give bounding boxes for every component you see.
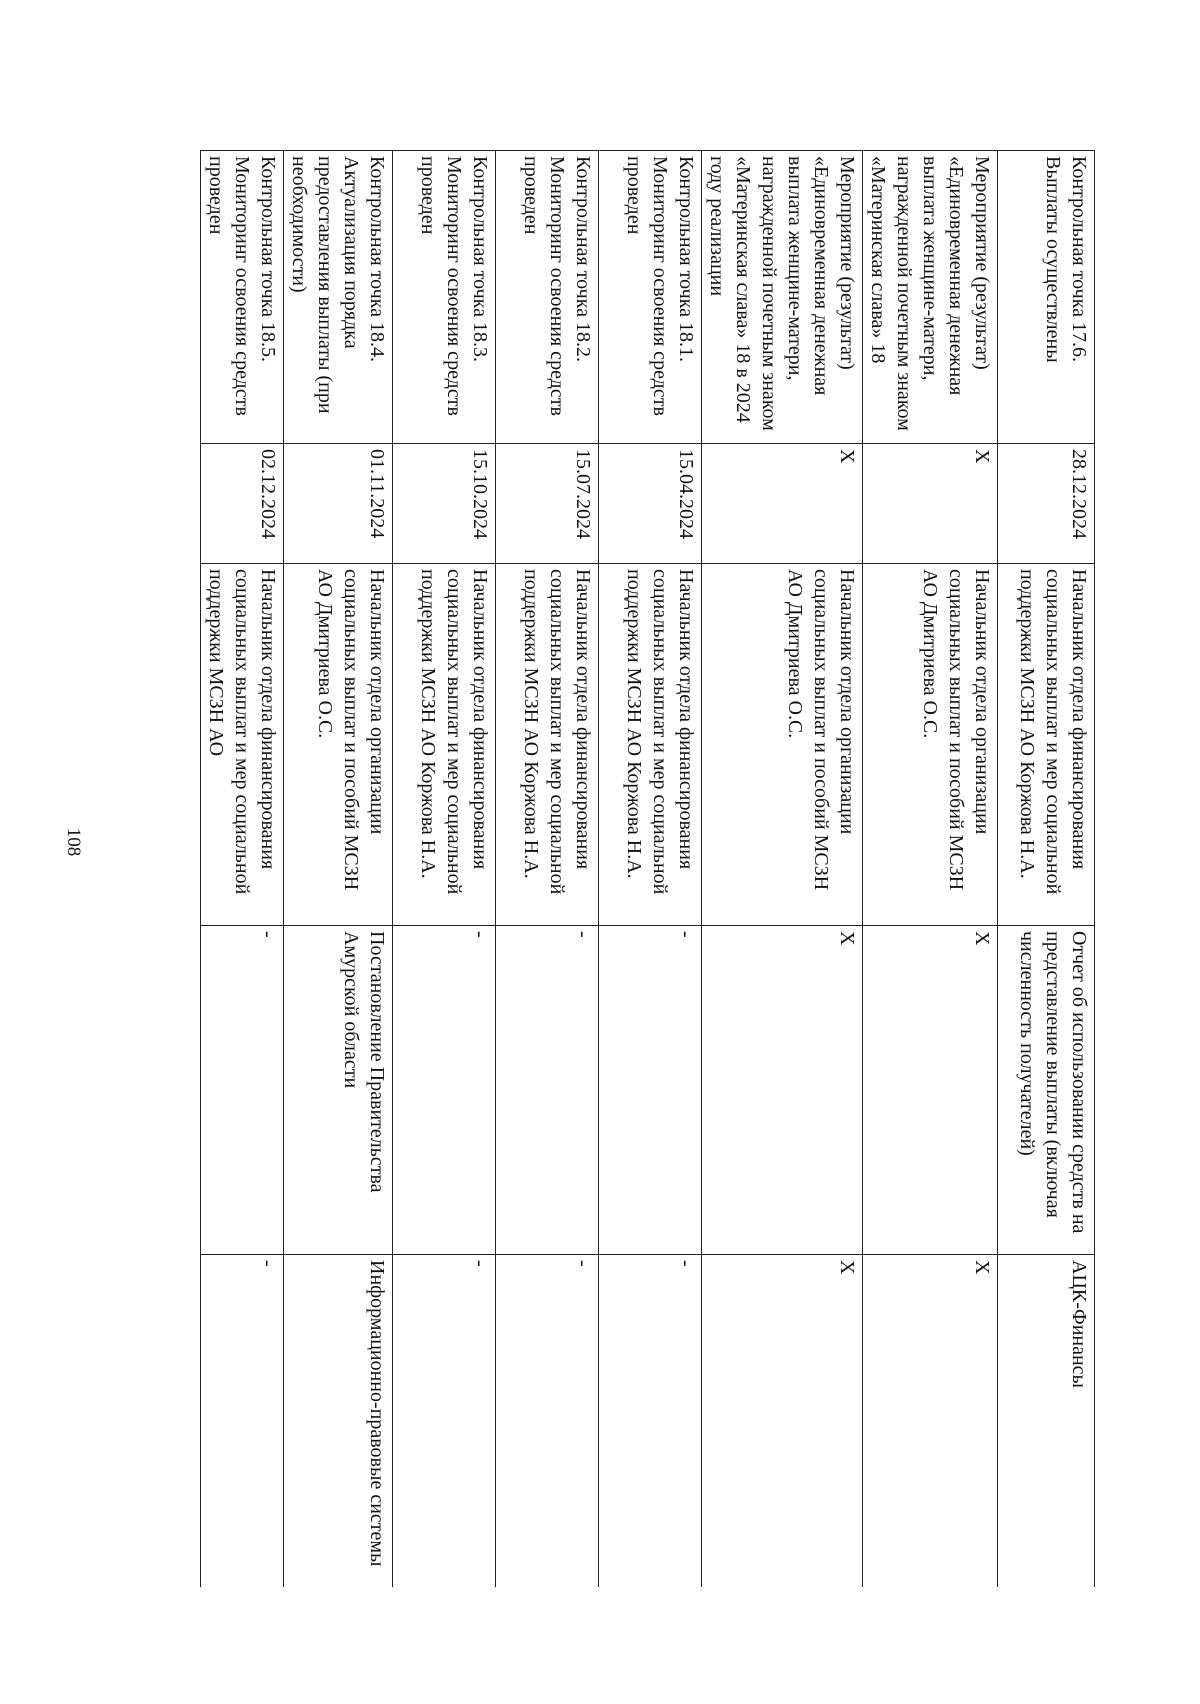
event-cell: Контрольная точка 17.6. Выплаты осуществлены [998, 151, 1095, 444]
table-row [702, 151, 863, 1588]
table-row [201, 151, 284, 1588]
date-cell: 15.04.2024 [599, 444, 702, 564]
system-cell: - [201, 1255, 284, 1588]
document-cell: Х [702, 926, 863, 1255]
document-cell: - [201, 926, 284, 1255]
date-cell: 01.11.2024 [284, 444, 393, 564]
system-cell: АЦК-Финансы [998, 1255, 1095, 1588]
responsible-cell: Начальник отдела организации социальных выплат и пособий МСЗН АО Дмитриева О.С. [863, 564, 998, 926]
table-row [284, 151, 393, 1588]
table-container [195, 150, 1095, 1587]
event-cell: Контрольная точка 18.5. Мониторинг освоения средств проведен [201, 151, 284, 444]
event-cell: Контрольная точка 18.2. Мониторинг освоения средств проведен [496, 151, 599, 444]
responsible-cell: Начальник отдела финансирования социальных выплат и мер социальной поддержки МСЗН АО Коржова Н.А. [599, 564, 702, 926]
event-cell: Контрольная точка 18.3. Мониторинг освоения средств проведен [393, 151, 496, 444]
document-cell: Х [863, 926, 998, 1255]
document-cell: - [496, 926, 599, 1255]
date-cell: Х [863, 444, 998, 564]
date-cell: 28.12.2024 [998, 444, 1095, 564]
document-cell: - [393, 926, 496, 1255]
responsible-cell: Начальник отдела организации социальных выплат и пособий МСЗН АО Дмитриева О.С. [284, 564, 393, 926]
plan-table [200, 150, 1095, 1587]
responsible-cell: Начальник отдела финансирования социальных выплат и мер социальной поддержки МСЗН АО [201, 564, 284, 926]
rotated-table-frame [195, 150, 1095, 1587]
date-cell: 02.12.2024 [201, 444, 284, 564]
event-cell: Контрольная точка 18.4. Актуализация порядка предоставления выплаты (при необходимости) [284, 151, 393, 444]
date-cell: 15.07.2024 [496, 444, 599, 564]
system-cell: Х [863, 1255, 998, 1588]
event-cell: Мероприятие (результат) «Единовременная денежная выплата женщине-матери, награжденной почетным знаком «Материнская слава» 18 [863, 151, 998, 444]
responsible-cell: Начальник отдела организации социальных выплат и пособий МСЗН АО Дмитриева О.С. [702, 564, 863, 926]
table-row [393, 151, 496, 1588]
document-cell: Отчет об использовании средств на представление выплаты (включая численность получателей) [998, 926, 1095, 1255]
event-cell: Мероприятие (результат) «Единовременная денежная выплата женщине-матери, награжденной почетным знаком «Материнская слава» 18 в 2024 году реализации [702, 151, 863, 444]
event-cell: Контрольная точка 18.1. Мониторинг освоения средств проведен [599, 151, 702, 444]
table-row [496, 151, 599, 1588]
system-cell: - [393, 1255, 496, 1588]
responsible-cell: Начальник отдела финансирования социальных выплат и мер социальной поддержки МСЗН АО Коржова Н.А. [998, 564, 1095, 926]
table-row [863, 151, 998, 1588]
date-cell: 15.10.2024 [393, 444, 496, 564]
date-cell: Х [702, 444, 863, 564]
page-number: 108 [63, 827, 84, 857]
system-cell: Информационно-правовые системы [284, 1255, 393, 1588]
table-row [998, 151, 1095, 1588]
system-cell: - [599, 1255, 702, 1588]
system-cell: Х [702, 1255, 863, 1588]
document-cell: Постановление Правительства Амурской области [284, 926, 393, 1255]
responsible-cell: Начальник отдела финансирования социальных выплат и мер социальной поддержки МСЗН АО Коржова Н.А. [393, 564, 496, 926]
document-cell: - [599, 926, 702, 1255]
table-row [599, 151, 702, 1588]
responsible-cell: Начальник отдела финансирования социальных выплат и мер социальной поддержки МСЗН АО Коржова Н.А. [496, 564, 599, 926]
system-cell: - [496, 1255, 599, 1588]
